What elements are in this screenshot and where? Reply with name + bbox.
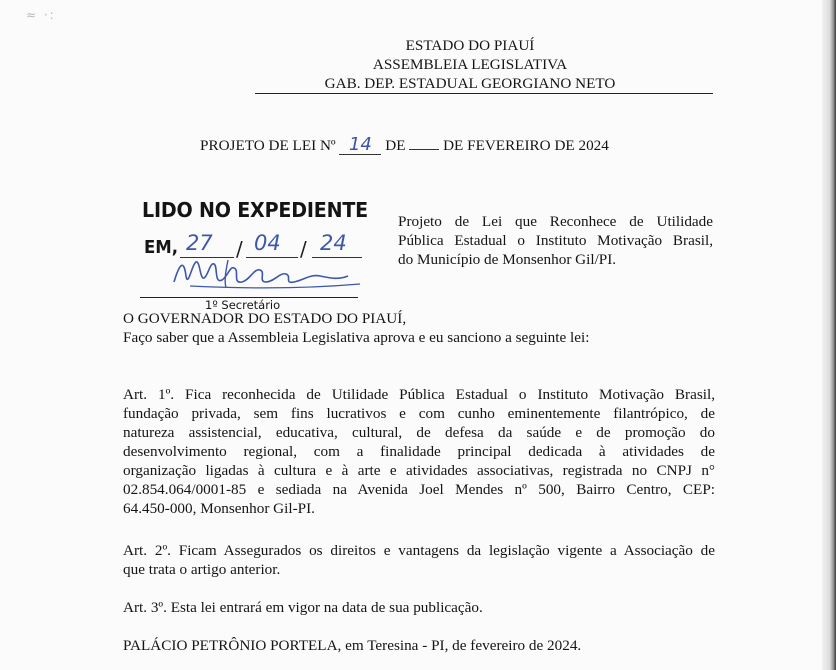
bill-middle: DE — [385, 137, 406, 154]
summary-line: do Município de Monsenhor Gil/PI. — [398, 251, 617, 268]
bill-prefix: PROJETO DE LEI Nº — [200, 137, 336, 154]
article-1-line: 02.854.064/0001-85 e sediada na Avenida Joel Mendes nº 500, Bairro Centro, CEP: — [123, 481, 715, 498]
bill-number: 14 — [339, 136, 381, 155]
article-1-line: fundação privada, sem fins lucrativos e com cunho eminentemente filantrópico, de — [123, 405, 715, 422]
summary-line: Projeto de Lei que Reconhece de Utilidade — [398, 213, 713, 230]
preamble-sanction: Faço saber que a Assembleia Legislativa aprova e eu sanciono a seguinte lei: — [123, 329, 590, 346]
article-1-line: natureza assistencial, educativa, cultural, de defesa da saúde e de promoção do — [123, 424, 715, 441]
scan-edge — [822, 0, 836, 670]
article-1-line: 64.450-000, Monsenhor Gil-PI. — [123, 500, 315, 517]
article-2-line: Art. 2º. Ficam Assegurados os direitos e vantagens da legislação vigente a Associação de — [123, 542, 715, 559]
reading-stamp — [140, 196, 380, 316]
header-rule — [255, 93, 713, 94]
bill-summary — [398, 212, 713, 269]
closing — [123, 636, 715, 655]
header-office: GAB. DEP. ESTADUAL GEORGIANO NETO — [324, 75, 616, 92]
closing-text: PALÁCIO PETRÔNIO PORTELA, em Teresina - PI, de fevereiro de 2024. — [123, 637, 582, 654]
stamp-em-label: EM, — [144, 237, 179, 258]
bill-day-blank — [409, 135, 439, 150]
article-3-text: Art. 3º. Esta lei entrará em vigor na data de sua publicação. — [123, 599, 483, 616]
article-1-line: organização ligadas à cultura e à arte e atividades associativas, registrada no CNPJ n° — [123, 462, 715, 479]
bill-suffix: DE FEVEREIRO DE 2024 — [443, 137, 609, 154]
scan-smudge: ≈ ·: — [26, 8, 56, 22]
stamp-slash: / — [300, 237, 307, 261]
preamble — [123, 309, 715, 347]
bill-title — [200, 135, 609, 156]
stamp-month: 04 — [254, 231, 281, 255]
summary-line: Pública Estadual o Instituto Motivação Brasil, — [398, 232, 713, 249]
header-assembly: ASSEMBLEIA LEGISLATIVA — [372, 56, 568, 73]
stamp-year: 24 — [320, 231, 347, 255]
stamp-day: 27 — [186, 231, 213, 255]
article-2-line: que trata o artigo anterior. — [123, 561, 281, 578]
article-3 — [123, 598, 715, 617]
header-state: ESTADO DO PIAUÍ — [405, 37, 535, 54]
stamp-role: 1º Secretário — [205, 298, 281, 312]
preamble-governor: O GOVERNADOR DO ESTADO DO PIAUÍ, — [123, 310, 407, 327]
article-1 — [123, 385, 715, 518]
stamp-slash: / — [236, 237, 243, 261]
document-header — [230, 36, 710, 93]
signature — [170, 254, 370, 294]
article-1-line: desenvolvimento regional, com a finalidade principal dedicada à atividades de — [123, 443, 715, 460]
article-1-line: Art. 1º. Fica reconhecida de Utilidade Pública Estadual o Instituto Motivação Brasil, — [123, 386, 715, 403]
article-2 — [123, 541, 715, 579]
stamp-title: LIDO NO EXPEDIENTE — [142, 198, 369, 222]
